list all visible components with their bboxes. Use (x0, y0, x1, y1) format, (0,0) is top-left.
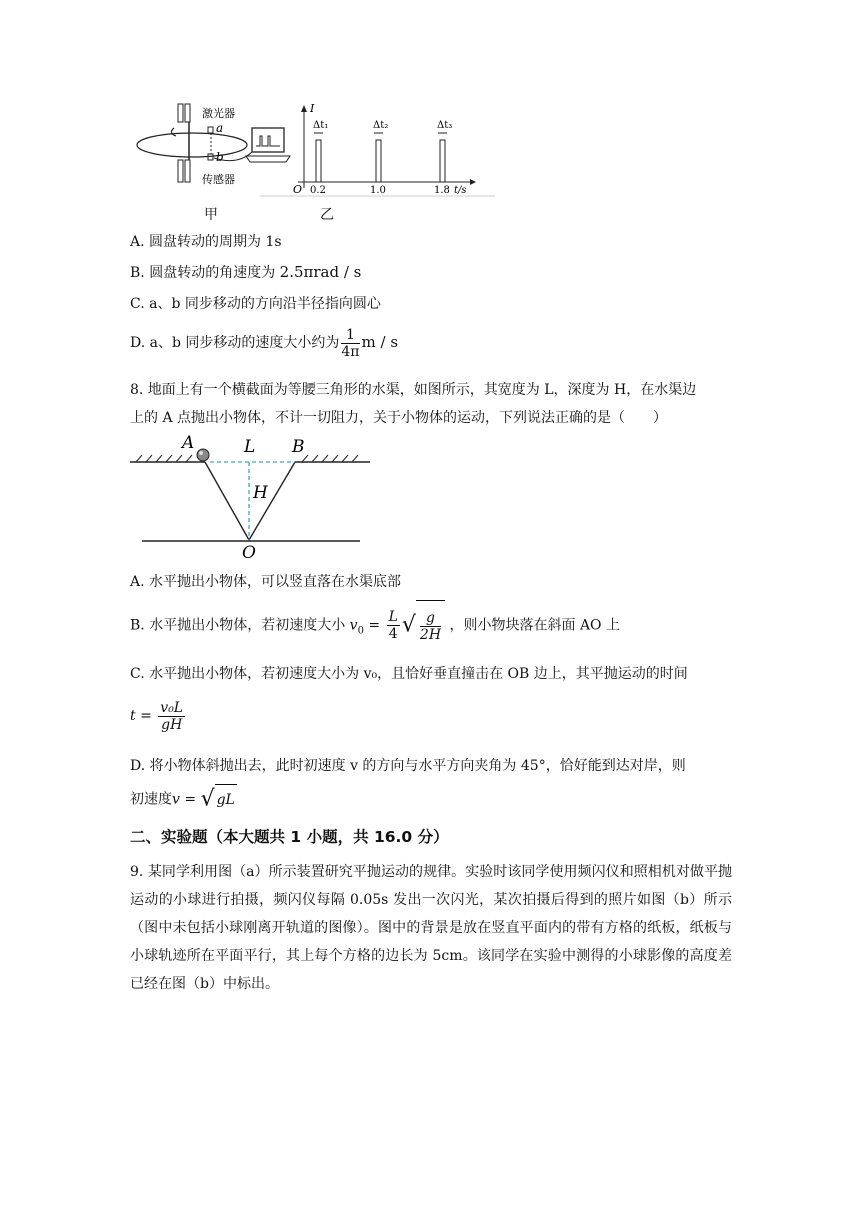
q8-option-a: A. 水平抛出小物体，可以竖直落在水渠底部 (130, 574, 402, 590)
label-L: L (244, 437, 256, 457)
laser-label: 激光器 (202, 107, 235, 120)
q7-option-b: B. 圆盘转动的角速度为 2.5πrad / s (130, 263, 362, 281)
caption-yi: 乙 (320, 207, 334, 223)
figure-disc-and-pulse-graph (130, 100, 500, 200)
label-O: O (242, 543, 256, 560)
label-H: H (253, 483, 268, 503)
q9-paragraph: 9. 某同学利用图（a）所示装置研究平抛运动的规律。实验时该同学使用频闪仪和照相机对做平抛运动的小球进行拍摄，频闪仪每隔 0.05s 发出一次闪光，某次拍摄后得到的照片如图（b）所示（图中未包括小球刚离开轨道的图像）。图中的背景是放在竖直平面内的带有方格的纸板，纸板与小球轨迹所在平面平行，其上每个方格的边长为 5cm。该同学在实验中测得的小球影像的高度差已经在图（b）中标出。 (130, 864, 732, 992)
q8-c-fraction: $\frac{\text{v₀L}}{gH}$ (160, 699, 184, 733)
axis-x-label: t/s (454, 185, 467, 196)
origin-label: O (293, 183, 303, 196)
sensor-label: 传感器 (202, 173, 235, 186)
q8-option-c-line1: C. 水平抛出小物体，若初速度大小为 v₀，且恰好垂直撞击在 OB 边上，其平抛运动的时间 (130, 666, 688, 682)
q8-option-d-line1: D. 将小物体斜抛出去，此时初速度 v 的方向与水平方向夹角为 45°，恰好能到达对岸，则 (130, 758, 686, 774)
dt3-label: Δt₃ (437, 120, 453, 131)
tick-0-2: 0.2 (310, 185, 326, 196)
laptop-icon (246, 128, 290, 162)
q8-option-c-line2: t = $\frac{\text{v₀L}}{gH}$ (130, 699, 184, 733)
dt1-label: Δt₁ (313, 120, 329, 131)
section-title-experiment: 二、实验题（本大题共 1 小题，共 16.0 分） (130, 828, 449, 846)
q7-option-d: D. a、b 同步移动的速度大小约为 $\frac{1}{4\pi}$ m / s (130, 326, 399, 360)
q8-stem-line2: 上的 A 点抛出小物体，不计一切阻力，关于小物体的运动，下列说法正确的是（ ） (130, 410, 668, 426)
q7-d-fraction: $\frac{1}{4\pi}$ (341, 326, 360, 360)
label-A: A (182, 433, 195, 453)
q8-option-d-line2: 初速度v = √ gL (130, 784, 237, 815)
point-b-label: b (216, 150, 224, 164)
dt2-label: Δt₂ (373, 120, 389, 131)
q8-stem-line1: 8. 地面上有一个横截面为等腰三角形的水渠，如图所示，其宽度为 L，深度为 H，在水渠边 (130, 382, 697, 398)
q8-d-sqrt: √ gL (201, 784, 237, 815)
caption-jia: 甲 (204, 207, 218, 223)
q8-option-b: B. 水平抛出小物体，若初速度大小 $v_0$ = $\frac{L}{4}$ √ $\frac{g}{2H}$ ，则小物块落在斜面 AO 上 (130, 600, 620, 656)
label-B: B (292, 437, 305, 457)
q7-option-a: A. 圆盘转动的周期为 1s (130, 234, 282, 250)
q7-option-c: C. a、b 同步移动的方向沿半径指向圆心 (130, 296, 381, 312)
axis-y-label: I (310, 102, 315, 115)
pulse-graph (298, 105, 476, 188)
disc-apparatus (137, 104, 254, 182)
tick-1-8: 1.8 (434, 185, 450, 196)
tick-1-0: 1.0 (370, 185, 386, 196)
point-a-label: a (216, 121, 224, 135)
q8-b-sqrt: √ $\frac{g}{2H}$ (402, 600, 445, 651)
q8-b-fraction: $\frac{L}{4}$ (388, 609, 398, 642)
figure-water-channel (130, 430, 375, 560)
